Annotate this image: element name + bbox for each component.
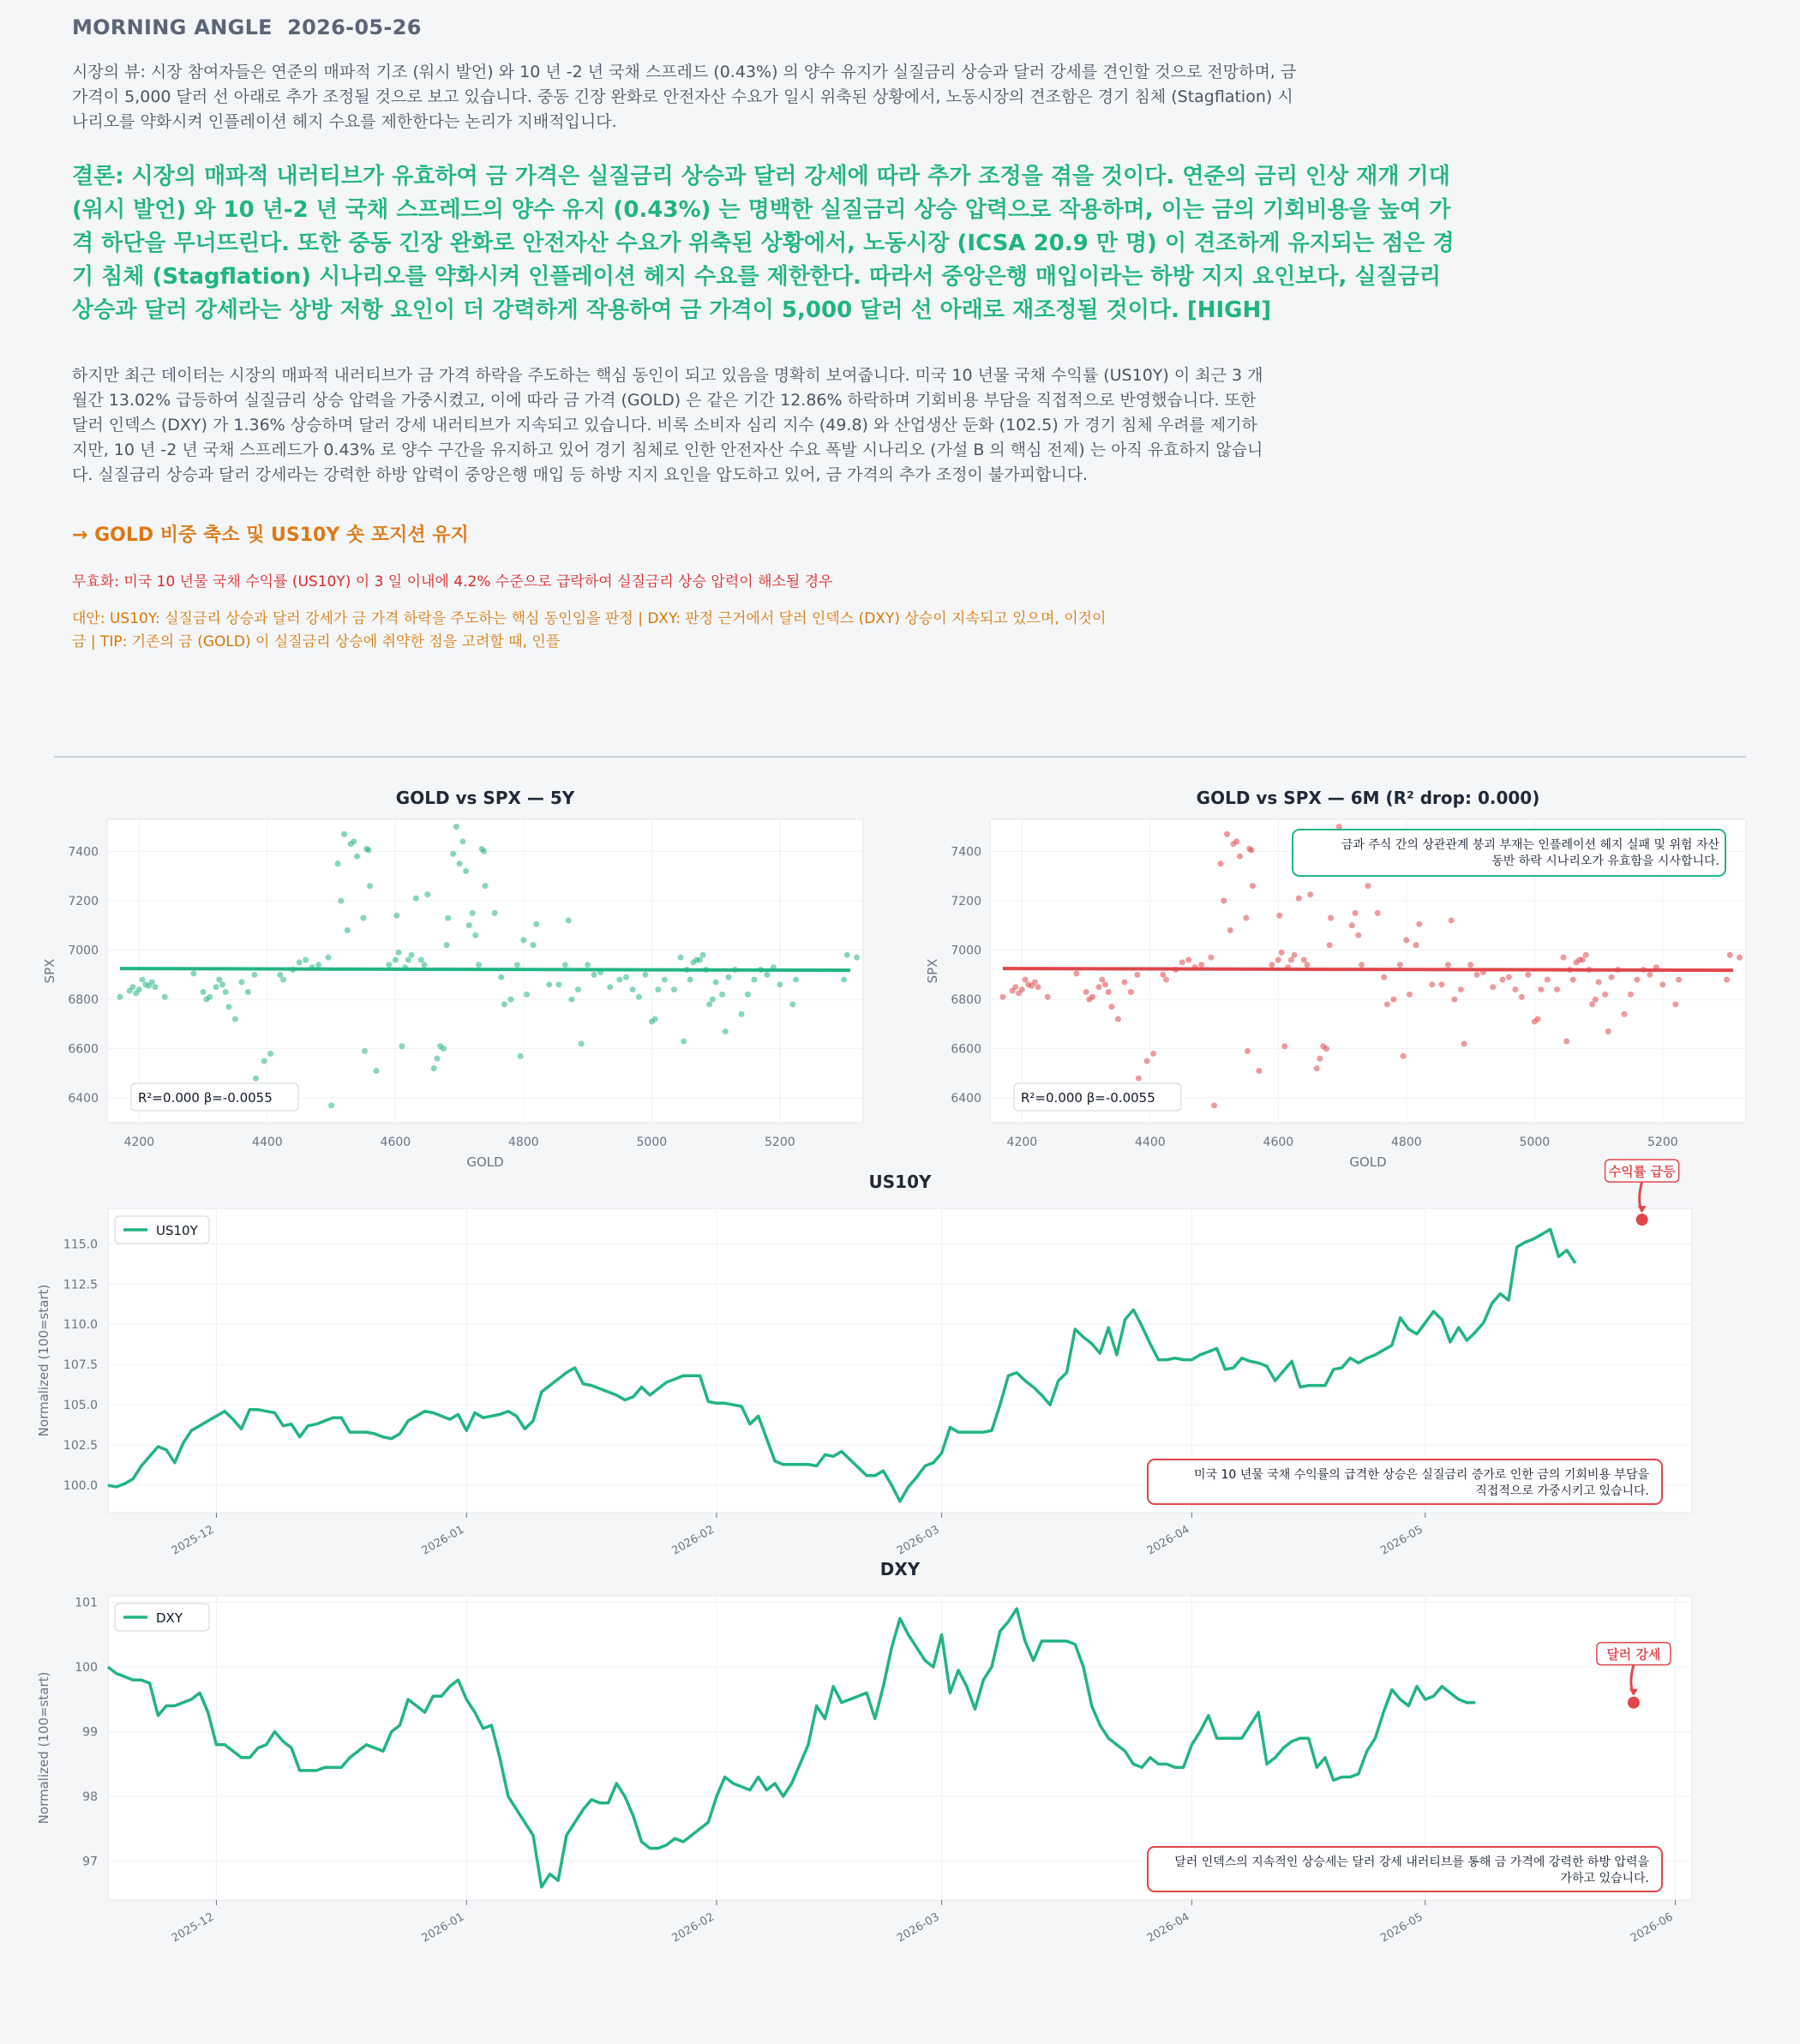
- chart-title: DXY: [879, 1559, 921, 1579]
- x-tick-label: 2026-04: [1144, 1523, 1192, 1558]
- analysis-paragraph: 하지만 최근 데이터는 시장의 매파적 내러티브가 금 가격 하락을 주도하는 핵심 동인이 되고 있음을 명확히 보여줍니다. 미국 10 년물 국채 수익률 (US10Y) 이 최근 3 개월간 13.02% 급등하여 실질금리 상승 압력을 가중시켰고, 이에 따라 금 가격 (GOLD) 은 같은 기간 12.86% 하락하며 기회비용 부담을 직접적으로 반영했습니다. 또한 달러 인덱스 (DXY) 가 1.36% 상승하며 달러 강세 내러티브가 지속되고 있습니다. 비록 소비자 심리 지수 (49.8) 와 산업생산 둔화 (102.5) 가 경기 침체 우려를 제기하지만, 10 년 -2 년 국채 스프레드가 0.43% 로 양수 구간을 유지하고 있어 경기 침체로 인한 안전자산 수요 폭발 시나리오 (가설 B 의 핵심 전제) 는 아직 유효하지 않습니다. 실질금리 상승과 달러 강세라는 강력한 하방 압력이 중앙은행 매입 등 하방 지지 요인을 압도하고 있어, 금 가격의 추가 조정이 불가피합니다.: [72, 366, 1263, 484]
- scatter-point: [1560, 955, 1566, 961]
- scatter-point: [1327, 942, 1333, 948]
- scatter-point: [1353, 910, 1359, 916]
- scatter-point: [1221, 897, 1227, 903]
- scatter-point: [1083, 989, 1089, 995]
- y-axis-label: Normalized (100=start): [36, 1671, 51, 1825]
- scatter-point: [1403, 938, 1409, 944]
- x-tick-label: 2026-02: [669, 1523, 717, 1558]
- scatter-point: [1144, 1058, 1150, 1064]
- scatter-point: [1570, 977, 1576, 983]
- y-tick-label: 7400: [951, 845, 981, 860]
- scatter-point: [1545, 977, 1551, 983]
- scatter-point: [1023, 977, 1029, 983]
- scatter-point: [1589, 1001, 1595, 1007]
- action-recommendation: → GOLD 비중 축소 및 US10Y 숏 포지션 유지: [72, 524, 469, 546]
- scatter-point: [999, 994, 1005, 1000]
- scatter-point: [1535, 1016, 1541, 1022]
- scatter-point: [1099, 977, 1105, 983]
- scatter-point: [1401, 1053, 1407, 1059]
- scatter-point: [1275, 957, 1281, 963]
- y-tick-label: 6600: [68, 1042, 99, 1057]
- scatter-point: [1467, 962, 1473, 968]
- chart-title: US10Y: [868, 1172, 932, 1192]
- scatter-point: [1012, 984, 1018, 990]
- scatter-point: [1328, 915, 1334, 921]
- scatter-point: [1288, 957, 1294, 963]
- annotation-text: 금과 주식 간의 상관관계 붕괴 부재는 인플레이션 헤지 실패 및 위험 자산 동반 하락 시나리오가 유효함을 시사합니다.: [1341, 838, 1719, 868]
- x-axis-label: GOLD: [1349, 1154, 1387, 1170]
- scatter-point: [1375, 910, 1381, 916]
- y-tick-label: 100: [75, 1661, 98, 1675]
- scatter-point: [1628, 992, 1634, 998]
- scatter-point: [1676, 977, 1682, 983]
- scatter-point: [1237, 854, 1243, 860]
- y-tick-label: 7000: [951, 944, 981, 958]
- y-tick-label: 7200: [68, 894, 99, 908]
- scatter-point: [1106, 989, 1112, 995]
- stats-text: R²=0.000 β=-0.0055: [1021, 1090, 1155, 1106]
- scatter-point: [1359, 962, 1365, 968]
- y-tick-label: 7400: [68, 845, 99, 860]
- scatter-point: [1602, 992, 1608, 998]
- y-tick-label: 107.5: [63, 1358, 98, 1373]
- scatter-point: [1179, 959, 1185, 965]
- scatter-point: [1438, 981, 1444, 987]
- y-tick-label: 102.5: [63, 1439, 98, 1454]
- alternative-views: 대안: US10Y: 실질금리 상승과 달러 강세가 금 가격 하락을 주도하는 핵심 동인임을 판정 | DXY: 판정 근거에서 달러 인덱스 (DXY) 상승이 지속되고 있으며, 이것이 금 | TIP: 기존의 금 (GOLD) 이 실질금리 상승에 취약한 점을 고려할 때, 인플: [72, 610, 1107, 650]
- y-tick-label: 99: [82, 1725, 98, 1740]
- scatter-point: [1102, 981, 1108, 987]
- scatter-point: [1672, 1001, 1678, 1007]
- y-axis-label: SPX: [42, 958, 57, 984]
- x-tick-label: 2026-02: [669, 1910, 717, 1945]
- scatter-point: [1019, 986, 1025, 992]
- legend-label: US10Y: [156, 1223, 198, 1238]
- scatter-point: [1506, 974, 1512, 980]
- scatter-point: [1461, 1040, 1467, 1046]
- scatter-point: [1211, 1102, 1217, 1108]
- chart-title: GOLD vs SPX — 6M (R² drop: 0.000): [1196, 788, 1540, 808]
- scatter-point: [1281, 1043, 1287, 1049]
- scatter-point: [1128, 989, 1134, 995]
- scatter-point: [1659, 981, 1665, 987]
- scatter-point: [1580, 957, 1586, 963]
- marker-label: 달러 강세: [1606, 1646, 1661, 1663]
- invalidation-condition: 무효화: 미국 10 년물 국채 수익률 (US10Y) 이 3 일 이내에 4.2% 수준으로 급락하여 실질금리 상승 압력이 해소될 경우: [72, 573, 833, 590]
- scatter-point: [1519, 994, 1525, 1000]
- y-tick-label: 7200: [951, 894, 981, 908]
- scatter-point: [1243, 915, 1249, 921]
- x-tick-label: 2026-03: [895, 1910, 942, 1945]
- y-axis-label: SPX: [925, 958, 940, 984]
- y-tick-label: 7000: [68, 944, 99, 958]
- scatter-point: [1605, 1028, 1611, 1034]
- scatter-point: [1554, 986, 1560, 992]
- scatter-point: [1525, 972, 1531, 978]
- x-tick-label: 4200: [1006, 1136, 1038, 1149]
- scatter-point: [1073, 970, 1079, 976]
- highlight-marker: [1628, 1697, 1640, 1709]
- x-tick-label: 4200: [123, 1136, 155, 1149]
- x-tick-label: 2026-05: [1378, 1523, 1425, 1558]
- x-tick-label: 5000: [636, 1136, 668, 1149]
- scatter-point: [1737, 955, 1743, 961]
- scatter-point: [1563, 1039, 1569, 1045]
- legend-label: DXY: [156, 1610, 183, 1626]
- scatter-point: [1279, 950, 1285, 956]
- x-tick-label: 4400: [1135, 1136, 1166, 1149]
- x-tick-label: 4400: [252, 1136, 283, 1149]
- scatter-point: [1035, 984, 1041, 990]
- scatter-point: [1121, 979, 1127, 985]
- regression-line: [1003, 968, 1733, 970]
- scatter-point: [1032, 979, 1038, 985]
- y-tick-label: 115.0: [63, 1238, 98, 1252]
- scatter-point: [1248, 847, 1254, 853]
- scatter-point: [1429, 981, 1435, 987]
- scatter-point: [1381, 974, 1387, 980]
- scatter-point: [1596, 979, 1602, 985]
- marker-label: 수익률 급등: [1608, 1164, 1676, 1180]
- x-tick-label: 2025-12: [169, 1523, 217, 1558]
- scatter-point: [1416, 921, 1422, 927]
- scatter-point: [1233, 838, 1239, 844]
- scatter-point: [1349, 922, 1355, 928]
- scatter-point: [1256, 1068, 1262, 1074]
- line-chart-dxy: [0, 1543, 1800, 1954]
- scatter-point: [1413, 942, 1419, 948]
- x-tick-label: 2026-05: [1378, 1910, 1425, 1945]
- scatter-point: [1512, 986, 1518, 992]
- scatter-point: [1390, 997, 1396, 1003]
- scatter-point: [1224, 831, 1230, 837]
- x-tick-label: 2026-01: [419, 1910, 467, 1945]
- scatter-point: [1045, 994, 1051, 1000]
- scatter-point: [1276, 913, 1282, 919]
- conclusion-paragraph: 결론: 시장의 매파적 내러티브가 유효하여 금 가격은 실질금리 상승과 달러 강세에 따라 추가 조정을 겪을 것이다. 연준의 금리 인상 재개 기대 (워시 발언) 와 10 년-2 년 국채 스프레드의 양수 유지 (0.43%) 는 명백한 실질금리 상승 압력으로 작용하며, 이는 금의 기회비용을 높여 가격 하단을 무너뜨린다. 또한 중동 긴장 완화로 안전자산 수요가 위축된 상황에서, 노동시장 (ICSA 20.9 만 명) 이 견조하게 유지되는 점은 경기 침체 (Stagflation) 시나리오를 약화시켜 인플레이션 헤지 수요를 제한한다. 따라서 중앙은행 매입이라는 하방 지지 요인보다, 실질금리 상승과 달러 강세라는 상방 저항 요인이 더 강력하게 작용하여 금 가격이 5,000 달러 선 아래로 재조정될 것이다. [HIGH]: [72, 164, 1455, 323]
- scatter-point: [1134, 972, 1140, 978]
- scatter-point: [1304, 962, 1310, 968]
- scatter-point: [1474, 972, 1480, 978]
- y-tick-label: 97: [82, 1855, 98, 1869]
- section-divider: [54, 756, 1746, 758]
- y-tick-label: 98: [82, 1790, 98, 1805]
- annotation-text: 달러 인덱스의 지속적인 상승세는 달러 강세 내러티브를 통해 금 가격에 강력한 하방 압력을 가하고 있습니다.: [1174, 1855, 1649, 1885]
- scatter-point: [1609, 974, 1615, 980]
- scatter-chart-6m: [0, 778, 1800, 1181]
- x-tick-label: 4600: [1263, 1136, 1294, 1149]
- scatter-point: [1314, 1065, 1320, 1071]
- annotation-text: 미국 10 년물 국채 수익률의 급격한 상승은 실질금리 증가로 인한 금의 기회비용 부담을 직접적으로 가중시키고 있습니다.: [1193, 1468, 1649, 1498]
- y-tick-label: 112.5: [63, 1278, 98, 1292]
- scatter-point: [1185, 957, 1191, 963]
- scatter-point: [1296, 896, 1302, 902]
- scatter-point: [1317, 1056, 1323, 1062]
- x-tick-label: 4600: [380, 1136, 411, 1149]
- y-tick-label: 101: [75, 1596, 98, 1610]
- y-tick-label: 6800: [68, 993, 99, 1008]
- x-tick-label: 2026-01: [419, 1523, 467, 1558]
- scatter-point: [1365, 883, 1371, 889]
- scatter-point: [1218, 860, 1224, 866]
- y-tick-label: 6400: [68, 1092, 99, 1106]
- scatter-point: [1727, 952, 1733, 958]
- scatter-point: [1292, 952, 1298, 958]
- scatter-point: [1089, 994, 1095, 1000]
- chart-title: GOLD vs SPX — 5Y: [395, 788, 575, 808]
- y-tick-label: 100.0: [63, 1479, 98, 1494]
- y-tick-label: 110.0: [63, 1318, 98, 1333]
- x-axis-label: GOLD: [466, 1154, 504, 1170]
- scatter-point: [1407, 992, 1413, 998]
- scatter-point: [1208, 955, 1214, 961]
- scatter-point: [1109, 1004, 1115, 1010]
- line-chart-us10y: [0, 1148, 1800, 1558]
- scatter-point: [1245, 1048, 1251, 1054]
- x-tick-label: 4800: [1391, 1136, 1422, 1149]
- scatter-point: [1160, 972, 1166, 978]
- scatter-point: [1445, 962, 1451, 968]
- x-tick-label: 2025-12: [169, 1910, 217, 1945]
- scatter-point: [1621, 1011, 1627, 1017]
- scatter-point: [1384, 1001, 1390, 1007]
- scatter-point: [1490, 984, 1496, 990]
- scatter-point: [1136, 1076, 1142, 1082]
- scatter-point: [1198, 962, 1204, 968]
- scatter-point: [1115, 1016, 1121, 1022]
- scatter-point: [1451, 997, 1457, 1003]
- x-tick-label: 5000: [1519, 1136, 1551, 1149]
- scatter-point: [1499, 977, 1505, 983]
- scatter-point: [1163, 977, 1169, 983]
- x-tick-label: 2026-03: [895, 1523, 942, 1558]
- y-tick-label: 6400: [951, 1092, 981, 1106]
- x-tick-label: 5200: [1647, 1136, 1678, 1149]
- scatter-point: [1583, 952, 1589, 958]
- scatter-point: [1250, 883, 1256, 889]
- scatter-point: [1323, 1046, 1329, 1052]
- x-tick-label: 2026-06: [1628, 1910, 1676, 1945]
- scatter-point: [1227, 927, 1233, 933]
- scatter-point: [1269, 962, 1275, 968]
- x-tick-label: 2026-04: [1144, 1910, 1192, 1945]
- scatter-point: [1449, 918, 1455, 924]
- scatter-point: [1458, 986, 1464, 992]
- y-axis-label: Normalized (100=start): [36, 1284, 51, 1437]
- annotation-box: [1293, 830, 1725, 876]
- report-header: MORNING ANGLE 2026-05-26: [72, 15, 422, 39]
- scatter-point: [1397, 962, 1403, 968]
- scatter-point: [1301, 957, 1307, 963]
- morning-report: [72, 15, 1701, 654]
- scatter-point: [1150, 1051, 1156, 1057]
- scatter-point: [1593, 997, 1599, 1003]
- scatter-point: [1538, 986, 1544, 992]
- highlight-marker: [1636, 1214, 1648, 1226]
- y-tick-label: 6600: [951, 1042, 981, 1057]
- scatter-point: [1634, 977, 1640, 983]
- market-view-paragraph: 시장의 뷰: 시장 참여자들은 연준의 매파적 기조 (워시 발언) 와 10 년 -2 년 국채 스프레드 (0.43%) 의 양수 유지가 실질금리 상승과 달러 강세를 견인할 것으로 전망하며, 금 가격이 5,000 달러 선 아래로 추가 조정될 것으로 보고 있습니다. 중동 긴장 완화로 안전자산 수요가 일시 위축된 상황에서, 노동시장의 견조함은 경기 침체 (Stagflation) 시나리오를 약화시켜 인플레이션 헤지 수요를 제한한다는 논리가 지배적입니다.: [72, 63, 1297, 131]
- scatter-point: [1096, 984, 1102, 990]
- y-tick-label: 6800: [951, 993, 981, 1008]
- x-tick-label: 5200: [765, 1136, 795, 1149]
- scatter-point: [1647, 972, 1653, 978]
- scatter-point: [1355, 932, 1361, 938]
- scatter-point: [1307, 891, 1313, 897]
- x-tick-label: 4800: [508, 1136, 539, 1149]
- y-tick-label: 105.0: [63, 1399, 98, 1413]
- stats-text: R²=0.000 β=-0.0055: [138, 1090, 273, 1106]
- scatter-point: [1724, 977, 1730, 983]
